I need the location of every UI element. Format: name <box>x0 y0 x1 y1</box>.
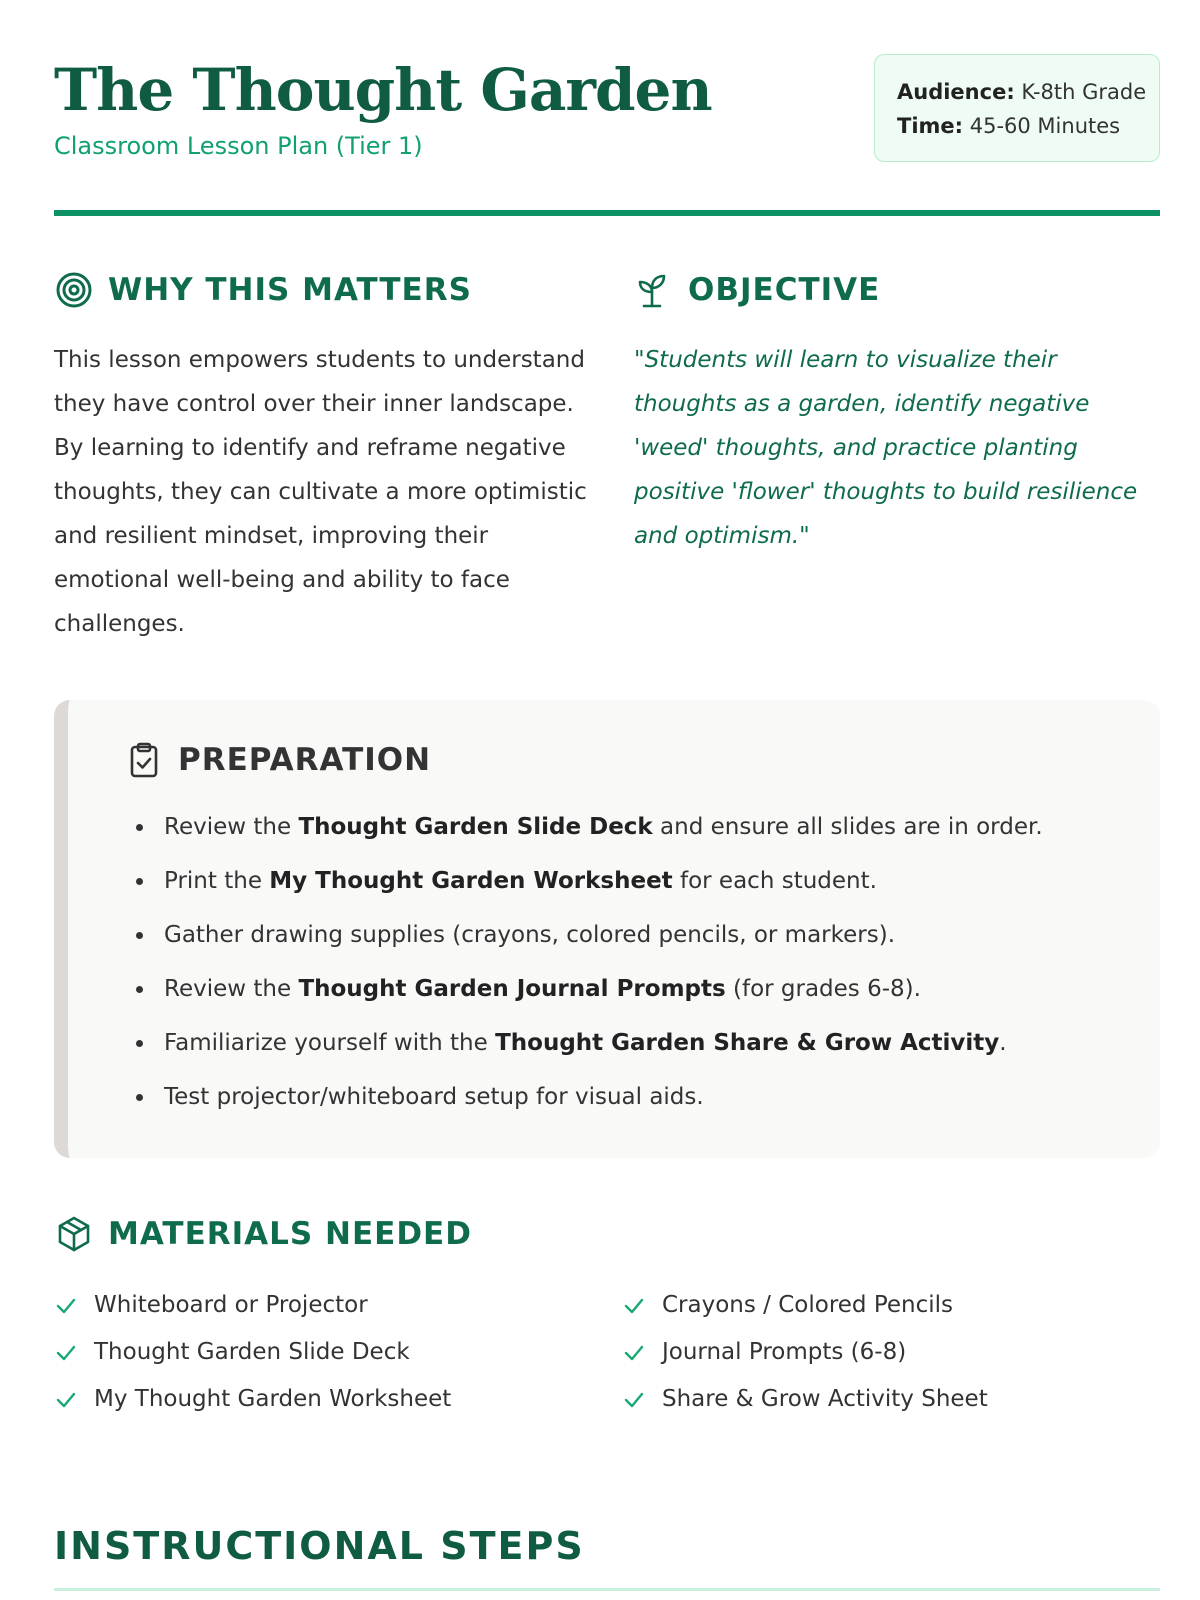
materials-title: MATERIALS NEEDED <box>108 1216 472 1252</box>
material-item: Whiteboard or Projector <box>54 1282 451 1329</box>
audience-line <box>897 75 1159 109</box>
material-item: Crayons / Colored Pencils <box>622 1282 988 1329</box>
audience-value: K-8th Grade <box>1021 80 1147 104</box>
material-item: Journal Prompts (6-8) <box>622 1329 988 1376</box>
material-item: Share & Grow Activity Sheet <box>622 1376 988 1423</box>
time-label: Time: <box>897 114 964 138</box>
prep-item-2: • Print the My Thought Garden Worksheet for each student. <box>156 854 1043 908</box>
why-title: WHY THIS MATTERS <box>108 272 472 308</box>
preparation-list <box>100 800 1043 1124</box>
materials-list-right <box>622 1282 988 1423</box>
lesson-meta-box <box>874 54 1160 162</box>
check-icon <box>622 1388 646 1412</box>
clipboard-check-icon <box>124 740 164 780</box>
page-title: The Thought Garden <box>54 56 712 124</box>
materials-list-left <box>54 1282 451 1423</box>
check-icon <box>54 1341 78 1365</box>
page-subtitle: Classroom Lesson Plan (Tier 1) <box>54 132 423 160</box>
preparation-heading <box>124 740 431 780</box>
prep-item-4: • Review the Thought Garden Journal Prompts (for grades 6-8). <box>156 962 1043 1016</box>
prep-item-3: • Gather drawing supplies (crayons, colored pencils, or markers). <box>156 908 1043 962</box>
package-icon <box>54 1214 94 1254</box>
prep-item-1: • Review the Thought Garden Slide Deck and ensure all slides are in order. <box>156 800 1043 854</box>
prep-item-6: • Test projector/whiteboard setup for visual aids. <box>156 1070 1043 1124</box>
prep-item-5: • Familiarize yourself with the Thought Garden Share & Grow Activity. <box>156 1016 1043 1070</box>
preparation-box <box>54 700 1160 1158</box>
time-line <box>897 109 1159 143</box>
objective-section-heading <box>634 270 880 310</box>
why-body: This lesson empowers students to understand they have control over their inner landscape. By learning to identify and reframe negative thoughts, they can cultivate a more optimistic and resilient mindset, improving their emotional well-being and ability to face challenges. <box>54 347 587 637</box>
material-item: My Thought Garden Worksheet <box>54 1376 451 1423</box>
check-icon <box>622 1341 646 1365</box>
instructional-steps-heading: INSTRUCTIONAL STEPS <box>54 1524 585 1568</box>
material-item: Thought Garden Slide Deck <box>54 1329 451 1376</box>
check-icon <box>54 1388 78 1412</box>
why-section-heading <box>54 270 472 310</box>
objective-body: "Students will learn to visualize their thoughts as a garden, identify negative 'weed' thoughts, and practice planting positive 'flower' thoughts to build resilience and optimism." <box>634 347 1138 549</box>
sprout-icon <box>634 270 674 310</box>
materials-heading <box>54 1214 472 1254</box>
audience-label: Audience: <box>897 80 1015 104</box>
check-icon <box>54 1294 78 1318</box>
time-value: 45-60 Minutes <box>969 114 1121 138</box>
steps-divider <box>54 1588 1160 1591</box>
preparation-title: PREPARATION <box>178 742 432 778</box>
header <box>54 52 1160 212</box>
header-divider <box>54 210 1160 216</box>
check-icon <box>622 1294 646 1318</box>
objective-title: OBJECTIVE <box>688 272 881 308</box>
target-icon <box>54 270 94 310</box>
